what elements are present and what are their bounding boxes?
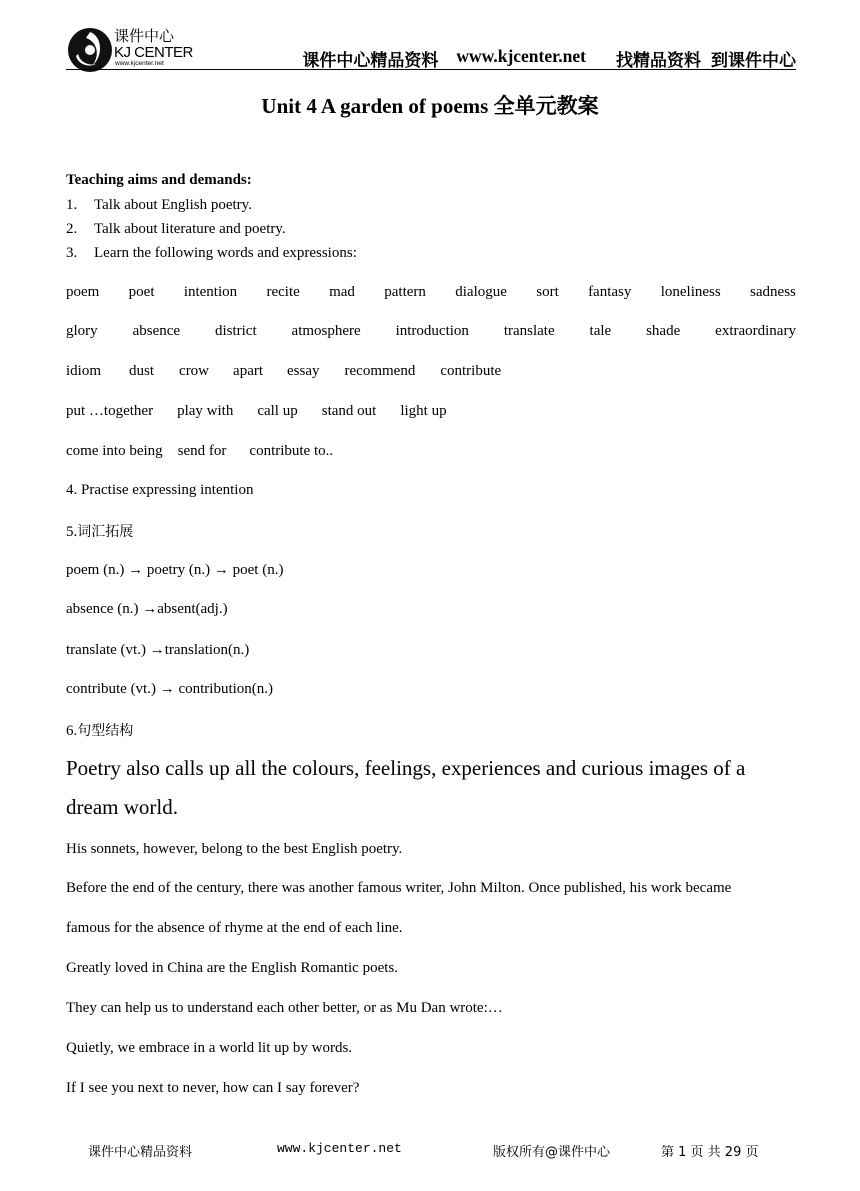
example-sentence: famous for the absence of rhyme at the end of each line. bbox=[66, 920, 403, 936]
aims-item: 1. Talk about English poetry. bbox=[66, 197, 252, 213]
example-sentence: Greatly loved in China are the English Romantic poets. bbox=[66, 960, 399, 976]
page-footer bbox=[0, 1141, 860, 1161]
page-number: 第 1 页 共 29 页 bbox=[661, 1145, 759, 1160]
sentence-structure-heading: 6.句型结构 bbox=[66, 723, 134, 739]
word-list-row-2 bbox=[66, 323, 796, 340]
logo-english-text: KJ CENTER bbox=[114, 44, 193, 61]
word: absence bbox=[132, 323, 181, 339]
phrase: play with bbox=[177, 403, 234, 419]
word: pattern bbox=[384, 284, 426, 300]
word: recite bbox=[266, 284, 300, 300]
word: poem bbox=[66, 284, 100, 300]
logo-url-text: www.kjcenter.net bbox=[115, 60, 164, 67]
phrase: contribute to.. bbox=[249, 443, 334, 459]
example-sentence: Before the end of the century, there was another famous writer, John Milton. Once published, his work became bbox=[66, 880, 732, 896]
word: intention bbox=[183, 284, 238, 300]
word: idiom bbox=[66, 363, 102, 379]
word: sort bbox=[536, 284, 559, 300]
word: contribute bbox=[440, 363, 502, 379]
word: introduction bbox=[395, 323, 469, 339]
aims-heading: Teaching aims and demands: bbox=[66, 172, 252, 188]
aims-item-4: 4. Practise expressing intention bbox=[66, 482, 254, 498]
header-tagline-1: 课件中心精品资料 bbox=[302, 51, 439, 71]
example-sentence: His sonnets, however, belong to the best English poetry. bbox=[66, 841, 403, 857]
phrase: light up bbox=[400, 403, 447, 419]
example-sentence: If I see you next to never, how can I say forever? bbox=[66, 1080, 360, 1096]
vocab-line: absence (n.) →absent(adj.) bbox=[66, 601, 228, 617]
word: atmosphere bbox=[291, 323, 361, 339]
kjcenter-logo bbox=[66, 22, 206, 76]
vocab-line: translate (vt.) →translation(n.) bbox=[66, 642, 250, 658]
header-tagline bbox=[302, 46, 796, 71]
word: extraordinary bbox=[715, 323, 796, 339]
footer-copyright: 版权所有@课件中心 bbox=[493, 1145, 611, 1160]
example-sentence: Quietly, we embrace in a world lit up by words. bbox=[66, 1040, 353, 1056]
word-list-row-1 bbox=[66, 284, 796, 301]
logo-swirl-icon bbox=[66, 26, 114, 74]
word: sadness bbox=[750, 284, 796, 300]
featured-sentence: Poetry also calls up all the colours, feelings, experiences and curious images of a dream world. bbox=[66, 756, 746, 819]
aims-item: 2. Talk about literature and poetry. bbox=[66, 221, 286, 237]
word-list-row-3 bbox=[66, 363, 796, 380]
phrase: come into being bbox=[66, 443, 163, 459]
phrase-list-row-2 bbox=[66, 443, 796, 460]
vocab-expansion-heading: 5.词汇拓展 bbox=[66, 524, 134, 540]
header-tagline-3: 到课件中心 bbox=[711, 51, 796, 71]
aims-item: 3. Learn the following words and expressions: bbox=[66, 245, 357, 261]
vocab-line: poem (n.) → poetry (n.) → poet (n.) bbox=[66, 562, 284, 578]
word: crow bbox=[179, 363, 210, 379]
word: tale bbox=[589, 323, 612, 339]
vocab-line: contribute (vt.) → contribution(n.) bbox=[66, 681, 274, 697]
example-sentence: They can help us to understand each other better, or as Mu Dan wrote:… bbox=[66, 1000, 503, 1016]
header-url-link[interactable]: www.kjcenter.net bbox=[456, 46, 586, 66]
word: glory bbox=[66, 323, 98, 339]
word: translate bbox=[503, 323, 555, 339]
phrase-list-row-1 bbox=[66, 403, 796, 420]
logo-chinese-text: 课件中心 bbox=[114, 27, 175, 45]
word: fantasy bbox=[588, 284, 632, 300]
header-tagline-2: 找精品资料 bbox=[616, 51, 701, 71]
header-divider bbox=[66, 69, 796, 70]
phrase: call up bbox=[257, 403, 298, 419]
footer-label: 课件中心精品资料 bbox=[88, 1145, 193, 1160]
word: shade bbox=[646, 323, 681, 339]
page-header bbox=[66, 22, 796, 76]
document-title: Unit 4 A garden of poems 全单元教案 bbox=[261, 94, 599, 118]
word: poet bbox=[128, 284, 155, 300]
word: recommend bbox=[344, 363, 416, 379]
word: dialogue bbox=[455, 284, 507, 300]
phrase: stand out bbox=[321, 403, 377, 419]
word: loneliness bbox=[660, 284, 721, 300]
word: apart bbox=[233, 363, 264, 379]
footer-url-link[interactable]: www.kjcenter.net bbox=[277, 1141, 402, 1156]
phrase: put …together bbox=[66, 403, 154, 419]
word: essay bbox=[287, 363, 320, 379]
phrase: send for bbox=[177, 443, 227, 459]
word: mad bbox=[329, 284, 355, 300]
word: dust bbox=[129, 363, 155, 379]
word: district bbox=[214, 323, 257, 339]
